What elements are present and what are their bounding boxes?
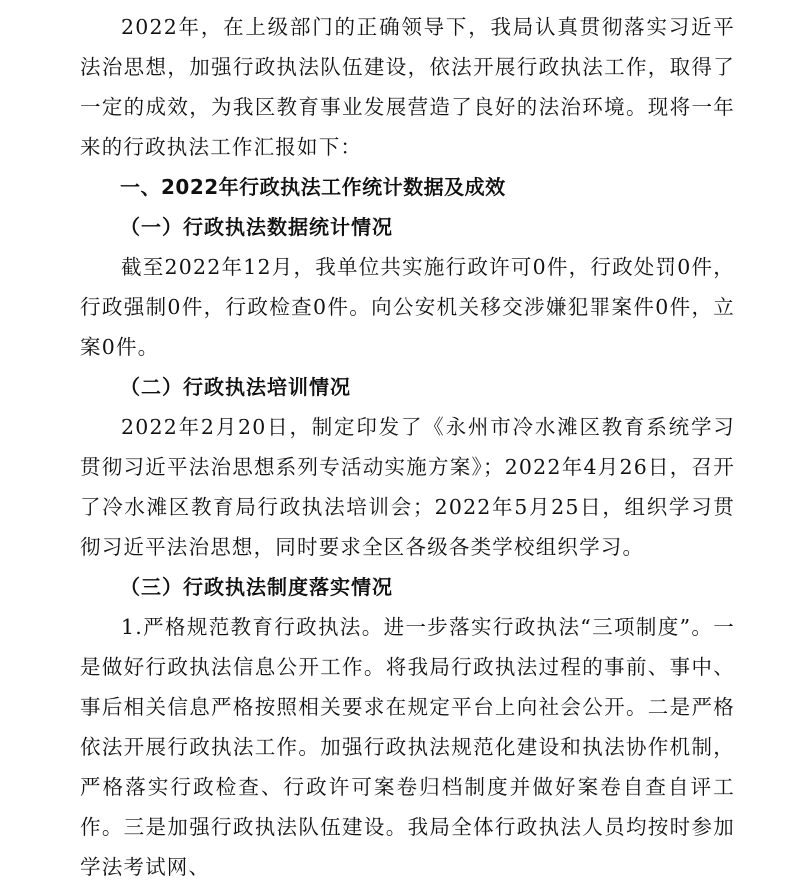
- intro-paragraph: 2022年，在上级部门的正确领导下，我局认真贯彻落实习近平法治思想，加强行政执法队伍建设，依法开展行政执法工作，取得了一定的成效，为我区教育事业发展营造了良好的法治环境。现将一年来的行政执法工作汇报如下：: [80, 15, 735, 159]
- subsection-heading-data: （一）行政执法数据统计情况: [120, 215, 393, 239]
- subsection-heading-training: （二）行政执法培训情况: [120, 375, 351, 399]
- system-implementation-paragraph: 1.严格规范教育行政执法。进一步落实行政执法“三项制度”。一是做好行政执法信息公开工作。将我局行政执法过程的事前、事中、事后相关信息严格按照相关要求在规定平台上向社会公开。二是严格依法开展行政执法工作。加强行政执法规范化建设和执法协作机制，严格落实行政检查、行政许可案卷归档制度并做好案卷自查自评工作。三是加强行政执法队伍建设。我局全体行政执法人员均按时参加学法考试网、: [80, 615, 735, 879]
- section-heading-statistics: 一、2022年行政执法工作统计数据及成效: [120, 175, 506, 199]
- training-paragraph: 2022年2月20日，制定印发了《永州市冷水滩区教育系统学习贯彻习近平法治思想系列专活动实施方案》；2022年4月26日，召开了冷水滩区教育局行政执法培训会；2022年5月25日，组织学习贯彻习近平法治思想，同时要求全区各级各类学校组织学习。: [80, 415, 735, 559]
- subsection-heading-system: （三）行政执法制度落实情况: [120, 575, 393, 599]
- data-statistics-paragraph: 截至2022年12月，我单位共实施行政许可0件，行政处罚0件，行政强制0件，行政检查0件。向公安机关移交涉嫌犯罪案件0件，立案0件。: [80, 255, 735, 359]
